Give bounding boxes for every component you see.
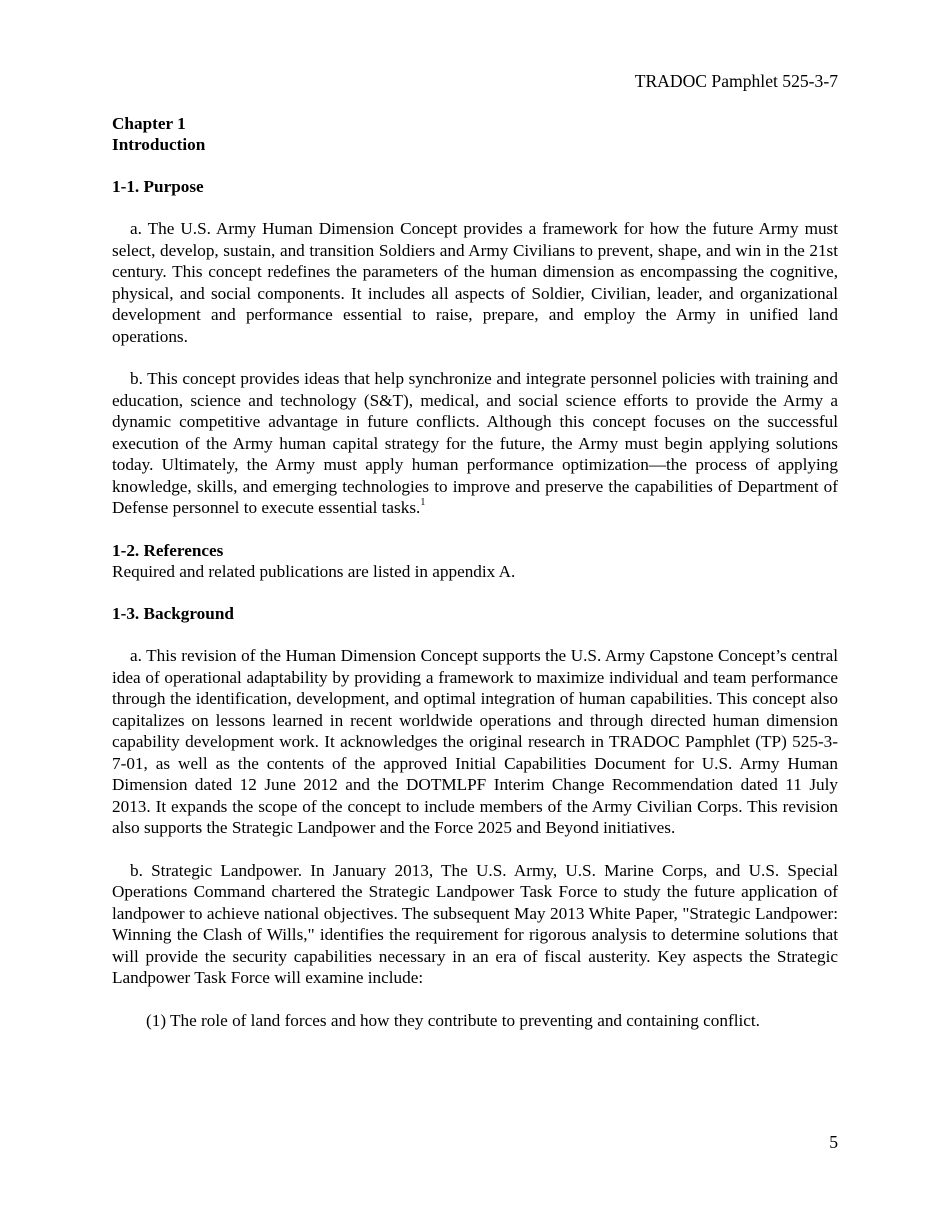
background-paragraph-a: a. This revision of the Human Dimension Concept supports the U.S. Army Capstone Concept’s central idea of operational adaptability by providing a framework to maximize individual and team performance through the identification, development, and optimal integration of human capabilities. This concept also capitalizes on lessons learned in recent worldwide operations and through directed human dimension capability development work. It acknowledges the original research in TRADOC Pamphlet (TP) 525-3-7-01, as well as the contents of the approved Initial Capabilities Document for U.S. Army Human Dimension dated 12 June 2012 and the DOTMLPF Interim Change Recommendation dated 11 July 2013. It expands the scope of the concept to include members of the Army Civilian Corps. This revision also supports the Strategic Landpower and the Force 2025 and Beyond initiatives.: [112, 646, 838, 837]
references-text: Required and related publications are listed in appendix A.: [112, 561, 516, 581]
page-body: [112, 113, 838, 1031]
running-header: TRADOC Pamphlet 525-3-7: [634, 71, 838, 91]
footnote-marker: 1: [420, 497, 426, 508]
chapter-number: Chapter 1: [112, 114, 186, 133]
page-number: 5: [829, 1132, 838, 1152]
background-item-1: (1) The role of land forces and how they contribute to preventing and containing conflict.: [146, 1010, 760, 1030]
chapter-title: Introduction: [112, 135, 206, 154]
background-paragraph-b: b. Strategic Landpower. In January 2013, The U.S. Army, U.S. Marine Corps, and U.S. Special Operations Command chartered the Strategic Landpower Task Force to study the future application of landpower to achieve national objectives. The subsequent May 2013 White Paper, "Strategic Landpower: Winning the Clash of Wills," identifies the requirement for rigorous analysis to determine solutions that will provide the security capabilities necessary in an era of fiscal austerity. Key aspects the Strategic Landpower Task Force will examine include:: [112, 860, 838, 987]
section-heading-purpose: 1-1. Purpose: [112, 177, 204, 196]
purpose-paragraph-b: [112, 368, 838, 519]
section-heading-references: 1-2. References: [112, 540, 224, 560]
section-heading-background: 1-3. Background: [112, 604, 234, 623]
purpose-paragraph-a: a. The U.S. Army Human Dimension Concept provides a framework for how the future Army must select, develop, sustain, and transition Soldiers and Army Civilians to prevent, shape, and win in the 21st century. This concept redefines the parameters of the human dimension as encompassing the cognitive, physical, and social components. It includes all aspects of Soldier, Civilian, leader, and organizational development and performance essential to raise, prepare, and employ the Army in unified land operations.: [112, 219, 838, 346]
purpose-paragraph-b-text: b. This concept provides ideas that help synchronize and integrate personnel policies with training and education, science and technology (S&T), medical, and social science efforts to provide the Army a dynamic competitive advantage in future conflicts. Although this concept focuses on the successful execution of the Army human capital strategy for the future, the Army must begin applying solutions today. Ultimately, the Army must apply human performance optimization—the process of applying knowledge, skills, and emerging technologies to improve and preserve the capabilities of Department of Defense personnel to execute essential tasks.: [112, 369, 838, 517]
